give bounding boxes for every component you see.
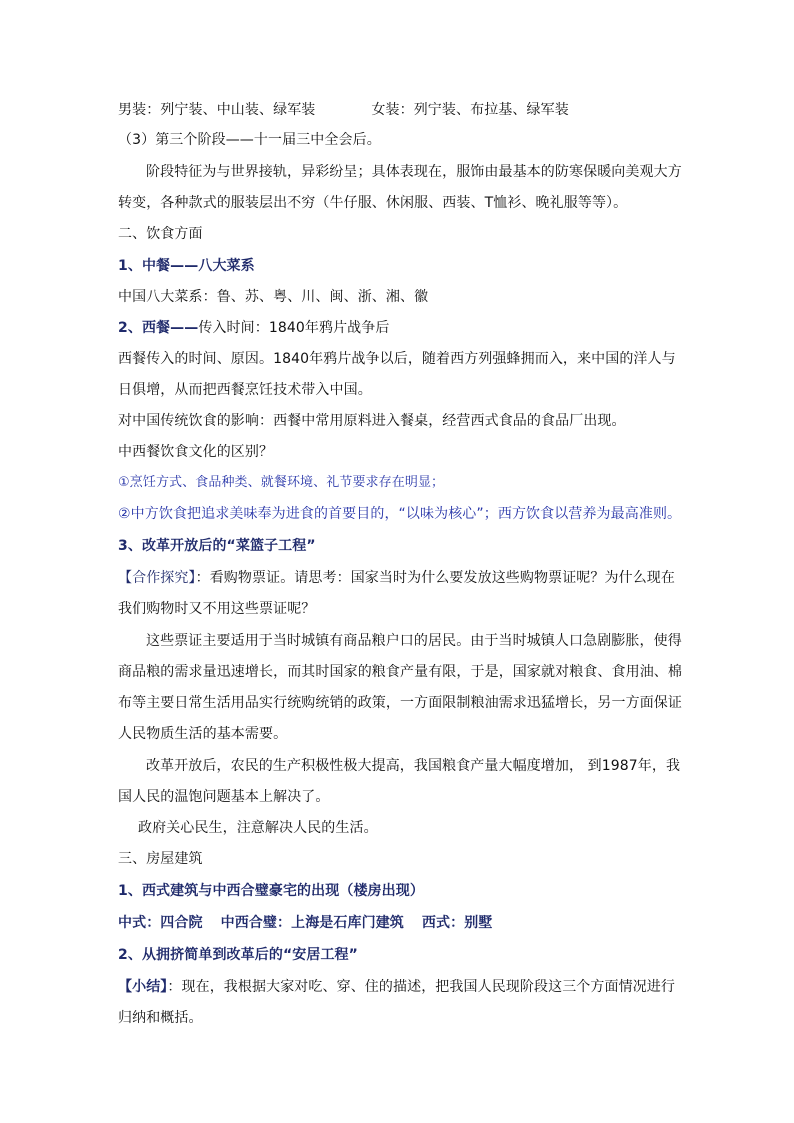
western-cuisine-heading bbox=[118, 318, 389, 338]
summary-tag: 【小结】 bbox=[118, 979, 168, 995]
vegetable-basket-heading: 3、改革开放后的“菜篮子工程” bbox=[118, 538, 316, 554]
stage3-paragraph-line-2: 转变，各种款式的服装层出不穷（牛仔服、休闲服、西装、T恤衫、晚礼服等等）。 bbox=[118, 195, 628, 211]
cooperative-inquiry-tag: 【合作探究】 bbox=[118, 570, 196, 586]
stage3-paragraph-line-1: 阶段特征为与世界接轨，异彩纷呈；具体表现在，服饰由最基本的防寒保暖向美观大方 bbox=[146, 164, 682, 180]
government-line: 政府关心民生，注意解决人民的生活。 bbox=[138, 820, 378, 836]
reform-line-1: 改革开放后，农民的生产积极性极大提高，我国粮食产量大幅度增加， 到1987年，我 bbox=[146, 758, 681, 774]
menswear-text: 男装：列宁装、中山装、绿军装 bbox=[118, 102, 316, 118]
reform-line-2: 国人民的温饱问题基本上解决了。 bbox=[118, 789, 330, 805]
chinese-style-label: 中式：四合院 bbox=[118, 915, 203, 931]
answer-line-2: 商品粮的需求量迅速增长，而其时国家的粮食产量有限，于是，国家就对粮食、食用油、棉 bbox=[118, 664, 682, 680]
eight-cuisines-line: 中国八大菜系：鲁、苏、粤、川、闽、浙、湘、徽 bbox=[118, 289, 429, 305]
summary-line-2: 归纳和概括。 bbox=[118, 1010, 203, 1026]
chinese-cuisine-heading: 1、中餐——八大菜系 bbox=[118, 258, 255, 274]
summary-line-1 bbox=[118, 977, 675, 997]
western-intro-line-2: 日俱增，从而把西餐烹饪技术带入中国。 bbox=[118, 382, 372, 398]
stage3-heading: （3）第三个阶段——十一届三中全会后。 bbox=[118, 132, 381, 148]
answer-line-3: 布等主要日常生活用品实行统购统销的政策，一方面限制粮油需求迅猛增长，另一方面保证 bbox=[118, 695, 682, 711]
cooperative-inquiry-line-2: 我们购物时又不用这些票证呢？ bbox=[118, 601, 316, 617]
answer-line-1: 这些票证主要适用于当时城镇有商品粮户口的居民。由于当时城镇人口急剧膨胀，使得 bbox=[146, 633, 682, 649]
difference-point-1: ①烹饪方式、食品种类、就餐环境、礼节要求存在明显； bbox=[118, 475, 445, 490]
western-cuisine-label: 2、西餐—— bbox=[118, 320, 199, 336]
western-style-label: 西式：别墅 bbox=[421, 915, 493, 931]
cooperative-inquiry-line-1 bbox=[118, 568, 675, 588]
influence-line: 对中国传统饮食的影响：西餐中常用原料进入餐桌，经营西式食品的食品厂出现。 bbox=[118, 413, 626, 429]
difference-point-2: ②中方饮食把追求美味奉为进食的首要目的，“以味为核心”；西方饮食以营养为最高准则。 bbox=[118, 506, 682, 522]
menswear-line bbox=[118, 100, 569, 120]
cooperative-inquiry-text: ：看购物票证。请思考：国家当时为什么要发放这些购物票证呢？为什么现在 bbox=[195, 570, 676, 586]
housing-project-heading: 2、从拥挤简单到改革后的“安居工程” bbox=[118, 947, 358, 963]
food-section-title: 二、饮食方面 bbox=[118, 226, 203, 242]
architecture-styles-line bbox=[118, 913, 492, 933]
architecture-heading: 1、西式建筑与中西合璧豪宅的出现（楼房出现） bbox=[118, 883, 424, 899]
summary-text: ：现在，我根据大家对吃、穿、住的描述，把我国人民现阶段这三个方面情况进行 bbox=[167, 979, 676, 995]
housing-section-title: 三、房屋建筑 bbox=[118, 851, 203, 867]
western-intro-line-1: 西餐传入的时间、原因。1840年鸦片战争以后，随着西方列强蜂拥而入，来中国的洋人与 bbox=[118, 351, 676, 367]
womenswear-text: 女装：列宁装、布拉基、绿军装 bbox=[371, 102, 569, 118]
western-cuisine-time: 传入时间：1840年鸦片战争后 bbox=[198, 320, 390, 336]
difference-question: 中西餐饮食文化的区别？ bbox=[118, 444, 274, 460]
mixed-style-label: 中西合璧：上海是石库门建筑 bbox=[220, 915, 404, 931]
answer-line-4: 人民物质生活的基本需要。 bbox=[118, 726, 288, 742]
